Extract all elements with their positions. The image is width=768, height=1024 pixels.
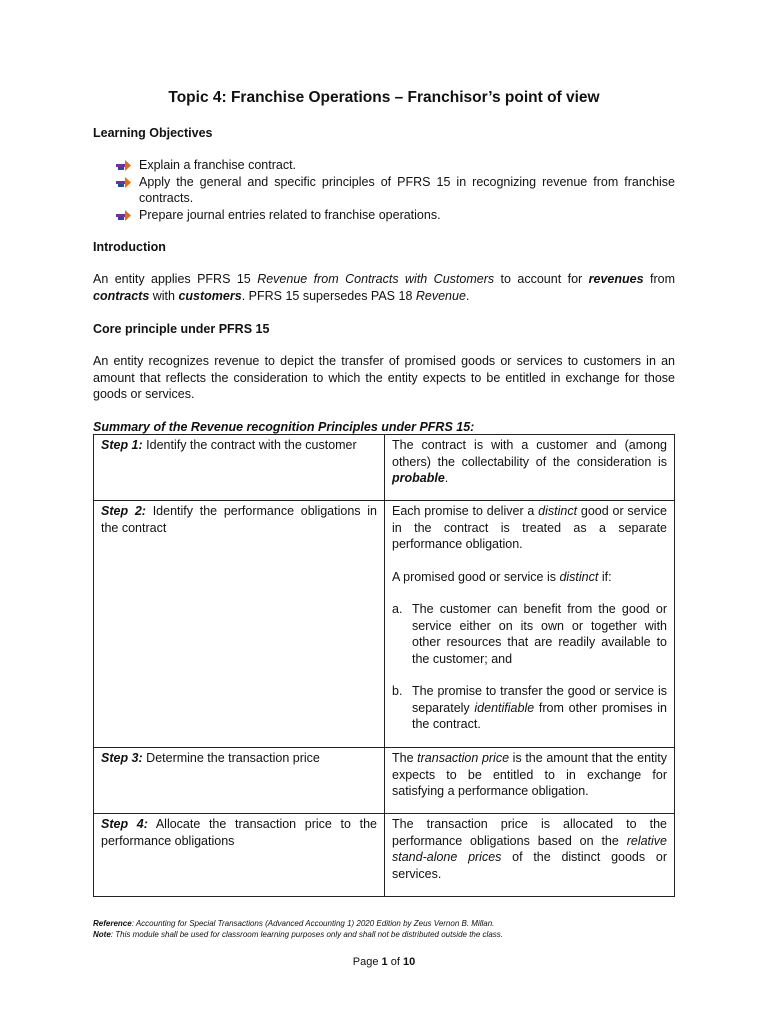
desc-text: The contract is with a customer and (among others) the collectability of the consideration is [392, 438, 667, 469]
introduction-heading: Introduction [93, 240, 166, 254]
table-row [94, 748, 675, 814]
desc-text: The transaction price is allocated to the performance obligations based on the [392, 817, 667, 848]
objectives-list [115, 157, 675, 223]
objective-item [115, 174, 675, 207]
criteria-emphasis: identifiable [474, 700, 535, 715]
desc-text: A promised good or service is [392, 569, 560, 584]
intro-text: . [465, 288, 470, 303]
desc-text: good or service in the contract is treated as a separate performance obligation. [392, 504, 668, 551]
desc-text: The [392, 751, 418, 765]
step-description-cell [385, 435, 675, 501]
step-number: Step 3: [101, 751, 143, 765]
reference-label: Reference [93, 919, 132, 928]
step-label: Allocate the transaction price to the performance obligations [101, 817, 377, 848]
desc-paragraph [392, 503, 667, 553]
step-label-cell [94, 748, 385, 814]
step-label: Identify the performance obligations in the contract [101, 504, 377, 535]
intro-emphasis: contracts [93, 288, 150, 303]
criteria-text-part: from other promises in the contract. [412, 700, 667, 731]
desc-emphasis: probable [392, 471, 445, 485]
page-title: Topic 4: Franchise Operations – Franchisor’s point of view [168, 89, 600, 106]
intro-emphasis: customers [178, 288, 242, 303]
step-number: Step 1: [101, 438, 143, 452]
intro-text: with [149, 288, 179, 303]
step-label: Determine the transaction price [142, 751, 320, 765]
arrow-bullet-icon [115, 158, 133, 172]
desc-emphasis: distinct [559, 569, 599, 584]
page-current: 1 [381, 956, 388, 968]
introduction-paragraph [93, 271, 675, 304]
desc-text: is the amount that the entity expects to be entitled to in exchange for satisfying a performance obligation. [392, 751, 667, 798]
criteria-item [392, 601, 667, 667]
objective-item [115, 207, 675, 224]
desc-text: if: [598, 569, 612, 584]
step-description-cell [385, 814, 675, 897]
page-total: 10 [402, 956, 416, 968]
intro-standard-title: Revenue [415, 288, 466, 303]
revenue-recognition-table [93, 434, 675, 897]
intro-emphasis: revenues [588, 272, 644, 286]
core-principle-heading: Core principle under PFRS 15 [93, 322, 270, 336]
intro-text: An entity applies PFRS 15 [93, 272, 258, 286]
page-label: Page [352, 956, 382, 968]
note-line [93, 929, 675, 940]
intro-text: to account for [494, 272, 589, 286]
desc-emphasis: transaction price [417, 751, 510, 765]
desc-emphasis: distinct [538, 504, 578, 518]
criteria-text: The customer can benefit from the good or service either on its own or together with other resources that are readily available to the customer; and [412, 602, 667, 666]
arrow-bullet-icon [115, 175, 133, 189]
intro-text: . PFRS 15 supersedes PAS 18 [241, 288, 416, 303]
objective-text: Apply the general and specific principles of PFRS 15 in recognizing revenue from franchise contracts. [139, 174, 675, 205]
intro-standard-title: Revenue from Contracts with Customers [257, 272, 495, 286]
footer-notes [93, 918, 675, 940]
step-label-cell [94, 501, 385, 748]
learning-objectives-heading: Learning Objectives [93, 126, 213, 140]
step-number: Step 2: [101, 504, 146, 518]
distinct-criteria-list [392, 601, 667, 733]
objective-text: Explain a franchise contract. [139, 158, 297, 172]
table-row [94, 435, 675, 501]
criteria-item [392, 683, 667, 733]
table-row [94, 814, 675, 897]
table-caption: Summary of the Revenue recognition Principles under PFRS 15: [93, 420, 475, 434]
criteria-marker: b. [392, 684, 403, 698]
arrow-bullet-icon [115, 208, 133, 222]
objective-text: Prepare journal entries related to franchise operations. [139, 207, 441, 222]
step-label-cell [94, 435, 385, 501]
step-label-cell [94, 814, 385, 897]
intro-text: from [643, 272, 675, 286]
table-row [94, 501, 675, 748]
step-description-cell [385, 501, 675, 748]
page-of: of [387, 956, 403, 968]
step-label: Identify the contract with the customer [142, 438, 357, 452]
objective-item [115, 157, 675, 174]
note-label: Note [93, 930, 111, 939]
desc-text: . [444, 471, 449, 485]
criteria-marker: a. [392, 602, 403, 616]
desc-paragraph [392, 569, 667, 586]
criteria-text-part: The promise to transfer the good or service is separately [412, 684, 667, 715]
reference-text: : Accounting for Special Transactions (Advanced Accounting 1) 2020 Edition by Zeus Vernon B. Millan. [131, 919, 495, 928]
step-description-cell [385, 748, 675, 814]
criteria-text [412, 683, 667, 733]
desc-text: Each promise to deliver a [392, 504, 539, 518]
step-number: Step 4: [101, 817, 148, 831]
core-principle-paragraph: An entity recognizes revenue to depict the transfer of promised goods or services to customers in an amount that reflects the consideration to which the entity expects to be entitled in exchange for those goods or services. [93, 354, 675, 401]
note-text: : This module shall be used for classroom learning purposes only and shall not be distributed outside the class. [110, 930, 503, 939]
page-number [0, 954, 768, 971]
reference-line [93, 918, 675, 929]
desc-emphasis: relative stand-alone prices [392, 833, 667, 864]
desc-text: of the distinct goods or services. [392, 850, 667, 881]
